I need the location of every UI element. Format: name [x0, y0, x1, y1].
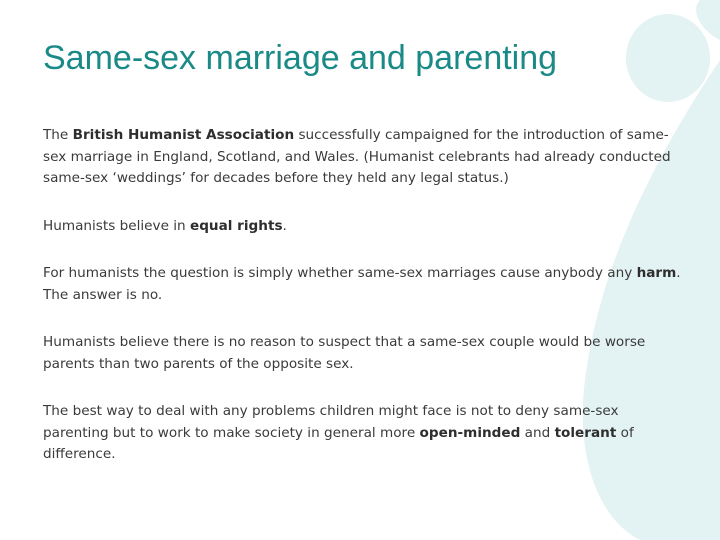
equal-rights-emphasis: equal rights	[189, 217, 283, 234]
watermark-head	[626, 14, 710, 102]
slide-title: Same-sex marriage and parenting	[43, 39, 558, 77]
open-minded-emphasis: open-minded	[419, 424, 521, 441]
harm-emphasis: harm	[636, 265, 677, 281]
slide-body	[43, 125, 683, 492]
tolerant-emphasis: tolerant	[554, 424, 617, 441]
bha-name: British Humanist Association	[72, 127, 295, 143]
paragraph-society: The best way to deal with any problems children might face is not to deny same-sex parenting but to work to make society in general more open-minded and tolerant of difference.	[43, 403, 634, 462]
paragraph-equal-rights: Humanists believe in equal rights.	[43, 217, 287, 234]
paragraph-parenting: Humanists believe there is no reason to suspect that a same-sex couple would be worse parents than two parents of the opposite sex.	[43, 334, 646, 372]
paragraph-harm: For humanists the question is simply whether same-sex marriages cause anybody any harm. The answer is no.	[43, 265, 681, 303]
paragraph-bha-campaign: The British Humanist Association successfully campaigned for the introduction of same-sex marriage in England, Scotland, and Wales. (Humanist celebrants had already conducted same-sex ‘weddings’ for decades before they held any legal status.)	[43, 127, 671, 186]
